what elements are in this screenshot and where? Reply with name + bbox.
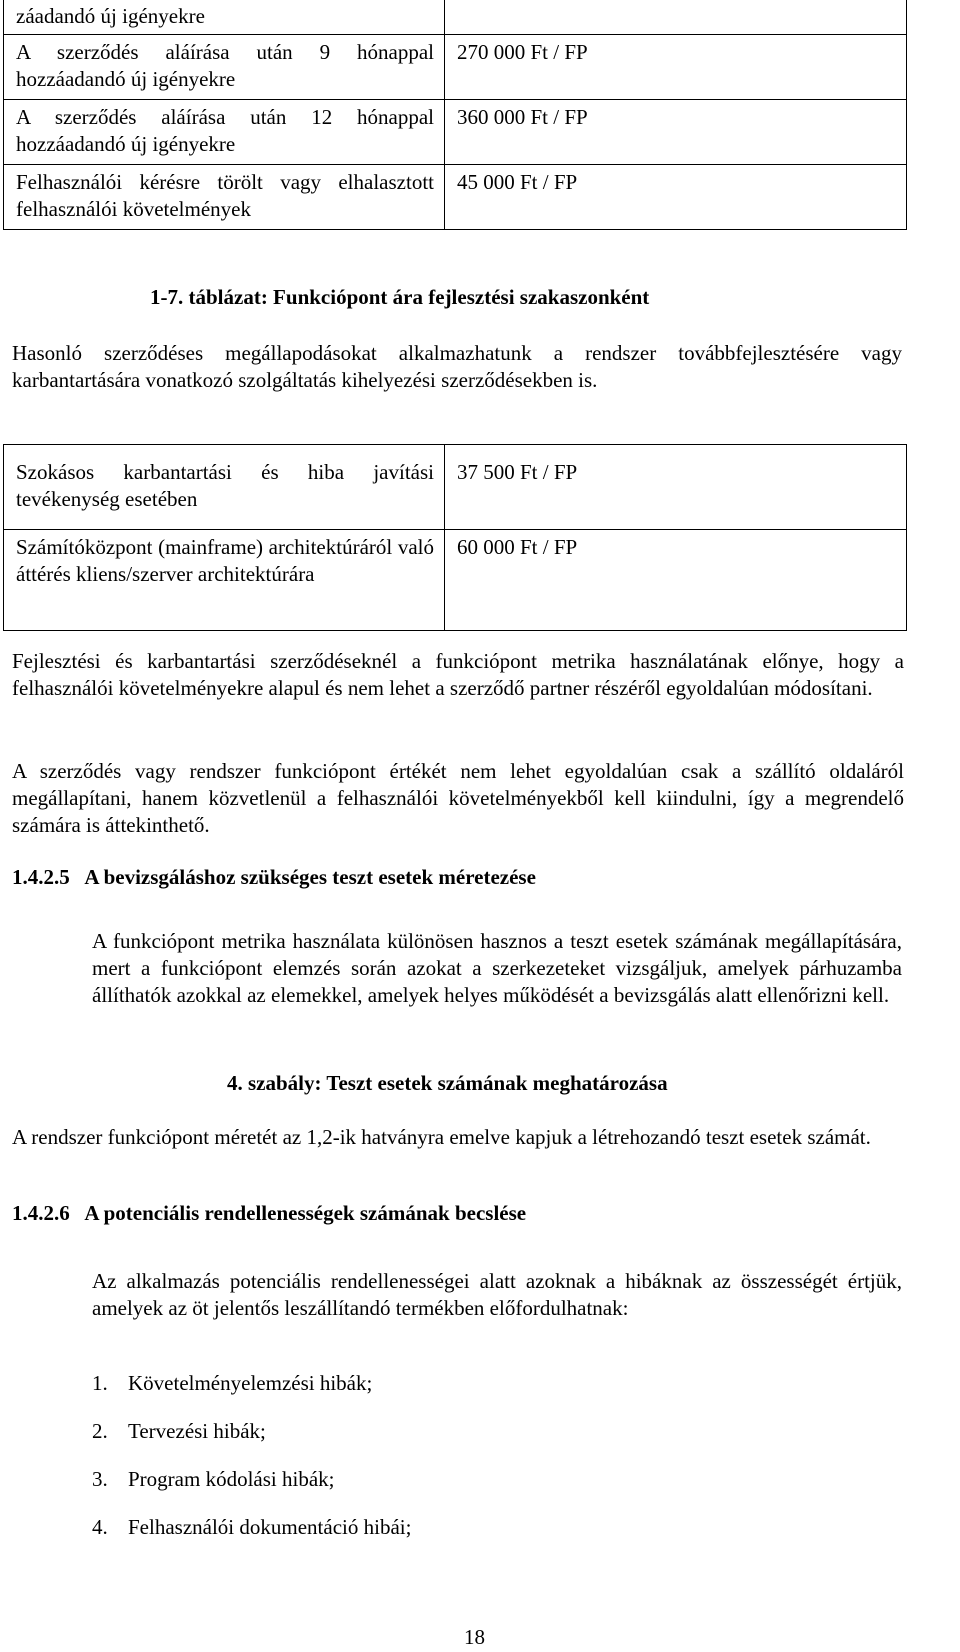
table-cell-price: 37 500 Ft / FP <box>445 445 907 530</box>
section-heading <box>12 1200 902 1227</box>
list-number: 2. <box>92 1419 108 1443</box>
table-row <box>4 0 907 35</box>
table-row <box>4 35 907 100</box>
section-heading <box>12 864 902 891</box>
table-row <box>4 530 907 631</box>
rule-title: 4. szabály: Teszt esetek számának meghatározása <box>227 1071 668 1095</box>
table-cell-desc: Szokásos karbantartási és hiba javítási tevékenység esetében <box>4 445 445 530</box>
section-title: A potenciális rendellenességek számának becslése <box>84 1201 527 1225</box>
list-number: 3. <box>92 1467 108 1491</box>
table-cell-price: 360 000 Ft / FP <box>445 100 907 165</box>
table-cell-desc: A szerződés aláírása után 9 hónappal hozzáadandó új igényekre <box>4 35 445 100</box>
table-cell-price: 60 000 Ft / FP <box>445 530 907 631</box>
list-text: Program kódolási hibák; <box>128 1467 335 1491</box>
paragraph: A rendszer funkciópont méretét az 1,2-ik hatványra emelve kapjuk a létrehozandó teszt esetek számát. <box>12 1125 871 1149</box>
list-item <box>92 1418 902 1466</box>
table-cell-price <box>445 0 907 35</box>
paragraph: A funkciópont metrika használata különösen hasznos a teszt esetek számának megállapítására, mert a funkciópont elemzés során azokat a szerkezeteket vizsgáljuk, amelyek párhuzamba állíthatók azokkal az elemekkel, amelyek helyes működését a bevizsgálás alatt ellenőrizni kell. <box>92 929 902 1007</box>
numbered-list <box>92 1370 902 1562</box>
list-item <box>92 1370 902 1418</box>
list-text: Felhasználói dokumentáció hibái; <box>128 1515 412 1539</box>
paragraph: Fejlesztési és karbantartási szerződéseknél a funkciópont metrika használatának előnye, hogy a felhasználói követelményekre alapul és nem lehet a szerződő partner részéről egyoldalúan módosítani. <box>12 649 904 700</box>
table-cell-price: 45 000 Ft / FP <box>445 165 907 230</box>
list-number: 4. <box>92 1515 108 1539</box>
table-caption: 1-7. táblázat: Funkciópont ára fejlesztési szakaszonként <box>150 285 650 309</box>
section-title: A bevizsgáláshoz szükséges teszt esetek méretezése <box>84 865 536 889</box>
table-cell-desc: Felhasználói kérésre törölt vagy elhalasztott felhasználói követelmények <box>4 165 445 230</box>
table-cell-desc: A szerződés aláírása után 12 hónappal hozzáadandó új igényekre <box>4 100 445 165</box>
paragraph: Hasonló szerződéses megállapodásokat alkalmazhatunk a rendszer továbbfejlesztésére vagy karbantartására vonatkozó szolgáltatás kihelyezési szerződésekben is. <box>12 341 902 392</box>
page-number: 18 <box>464 1625 485 1649</box>
price-table-2 <box>3 444 907 631</box>
table-row <box>4 100 907 165</box>
section-number: 1.4.2.5 <box>12 865 70 889</box>
paragraph: Az alkalmazás potenciális rendellenességei alatt azoknak a hibáknak az összességét értjük, amelyek az öt jelentős leszállítandó termékben előfordulhatnak: <box>92 1269 902 1320</box>
table-cell-price: 270 000 Ft / FP <box>445 35 907 100</box>
list-item <box>92 1466 902 1514</box>
table-row <box>4 165 907 230</box>
list-text: Tervezési hibák; <box>128 1419 266 1443</box>
price-table-1 <box>3 0 907 230</box>
list-text: Követelményelemzési hibák; <box>128 1371 373 1395</box>
table-cell-desc: Számítóközpont (mainframe) architektúráról való áttérés kliens/szerver architektúrára <box>4 530 445 631</box>
table-row <box>4 445 907 530</box>
section-number: 1.4.2.6 <box>12 1201 70 1225</box>
table-cell-desc: záadandó új igényekre <box>4 0 445 35</box>
paragraph: A szerződés vagy rendszer funkciópont értékét nem lehet egyoldalúan csak a szállító oldaláról megállapítani, hanem közvetlenül a felhasználói követelményekből kell kiindulni, így a megrendelő számára is áttekinthető. <box>12 759 904 837</box>
list-item <box>92 1514 902 1562</box>
list-number: 1. <box>92 1371 108 1395</box>
